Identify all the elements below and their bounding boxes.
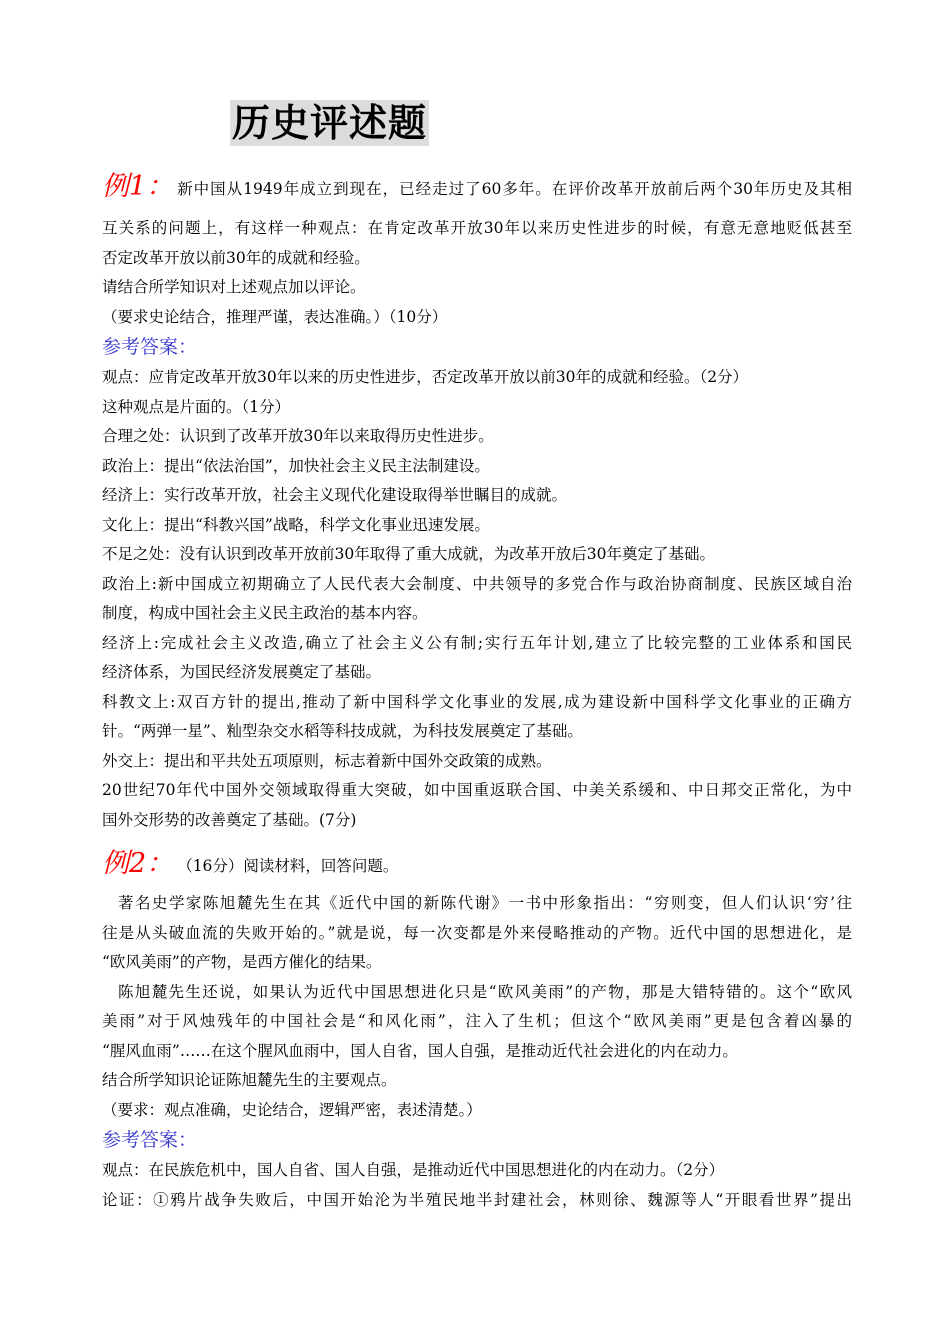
example2-header — [102, 841, 852, 881]
example1-answer-line: 文化上：提出“科教兴国”战略，科学文化事业迅速发展。 — [102, 515, 490, 534]
example2-material-line: 结合所学知识论证陈旭麓先生的主要观点。 — [102, 1071, 397, 1089]
page-title: 历史评述题 — [232, 101, 428, 145]
example1-answer-line: 观点：应肯定改革开放30年以来的历史性进步，否定改革开放以前30年的成就和经验。（2分） — [102, 368, 749, 386]
example2-label: 例2： — [102, 848, 174, 879]
example2-material-line: 著名史学家陈旭麓先生在其《近代中国的新陈代谢》一书中形象指出：“穷则变，但人们认识‘穷’往 — [118, 894, 852, 912]
example2-intro: （16分）阅读材料，回答问题。 — [177, 856, 399, 875]
example1-answer-line: 制度，构成中国社会主义民主政治的基本内容。 — [102, 604, 428, 622]
example1-answer-line: 政治上：提出“依法治国”，加快社会主义民主法制建设。 — [102, 456, 490, 475]
example2-answer-line: 论证：①鸦片战争失败后，中国开始沦为半殖民地半封建社会，林则徐、魏源等人“开眼看世界”提出 — [102, 1190, 852, 1209]
example2-material-line: 陈旭麓先生还说，如果认为近代中国思想进化只是“欧风美雨”的产物，那是大错特错的。这个“欧风 — [118, 982, 852, 1001]
example1-question-line: 互关系的问题上，有这样一种观点：在肯定改革开放30年以来历史性进步的时候，有意无意地贬低甚至 — [102, 219, 852, 237]
title-row — [230, 92, 852, 154]
example1-question-line: 否定改革开放以前30年的成就和经验。 — [102, 248, 370, 267]
example1-answer-heading: 参考答案： — [102, 336, 198, 358]
example2-answer-heading: 参考答案： — [102, 1129, 198, 1151]
example2-material-line: 美雨”对于风烛残年的中国社会是“和风化雨”，注入了生机；但这个“欧风美雨”更是包含着凶暴的 — [102, 1012, 852, 1030]
example2-material-line: “腥风血雨”……在这个腥风血雨中，国人自省，国人自强，是推动近代社会进化的内在动力。 — [102, 1041, 738, 1060]
example1-header — [102, 164, 852, 204]
example1-answer-line: 政治上:新中国成立初期确立了人民代表大会制度、中共领导的多党合作与政治协商制度、民族区域自治 — [102, 574, 852, 593]
example1-question-line: 新中国从1949年成立到现在，已经走过了60多年。在评价改革开放前后两个30年历史及其相 — [177, 179, 852, 198]
example2-answer-line: 观点：在民族危机中，国人自省、国人自强，是推动近代中国思想进化的内在动力。（2分） — [102, 1161, 725, 1179]
example1-answer-line: 经济上：实行改革开放，社会主义现代化建设取得举世瞩目的成就。 — [102, 486, 568, 504]
example1-label: 例1： — [102, 171, 174, 202]
example1-answer-line: 这种观点是片面的。（1分） — [102, 397, 291, 416]
example2-material-line: （要求：观点准确，史论结合，逻辑严密，表述清楚。） — [102, 1100, 482, 1119]
example1-answer-line: 外交上：提出和平共处五项原则，标志着新中国外交政策的成熟。 — [102, 751, 552, 770]
example1-answer-line: 经济上:完成社会主义改造,确立了社会主义公有制;实行五年计划,建立了比较完整的工业体系和国民 — [102, 633, 852, 652]
document-page — [102, 92, 852, 1215]
example1-answer-line: 20世纪70年代中国外交领域取得重大突破，如中国重返联合国、中美关系缓和、中日邦交正常化，为中 — [102, 781, 852, 799]
example2-material-line: 往是从头破血流的失败开始的。”就是说，每一次变都是外来侵略推动的产物。近代中国的思想进化，是 — [102, 923, 852, 942]
example1-answer-line: 不足之处：没有认识到改革开放前30年取得了重大成就，为改革开放后30年奠定了基础。 — [102, 545, 715, 563]
example1-question-line: 请结合所学知识对上述观点加以评论。 — [102, 278, 366, 296]
example1-question-line: （要求史论结合，推理严谨，表达准确。）（10分） — [102, 307, 448, 326]
example1-answer-line: 国外交形势的改善奠定了基础。(7分) — [102, 810, 357, 829]
example2-material-line: “欧风美雨”的产物，是西方催化的结果。 — [102, 953, 382, 971]
example1-answer-line: 针。“两弹一星”、籼型杂交水稻等科技成就，为科技发展奠定了基础。 — [102, 722, 583, 740]
example1-answer-line: 经济体系，为国民经济发展奠定了基础。 — [102, 663, 382, 681]
example1-answer-line: 合理之处：认识到了改革开放30年以来取得历史性进步。 — [102, 427, 494, 445]
example1-answer-line: 科教文上:双百方针的提出,推动了新中国科学文化事业的发展,成为建设新中国科学文化事业的正确方 — [102, 692, 852, 711]
